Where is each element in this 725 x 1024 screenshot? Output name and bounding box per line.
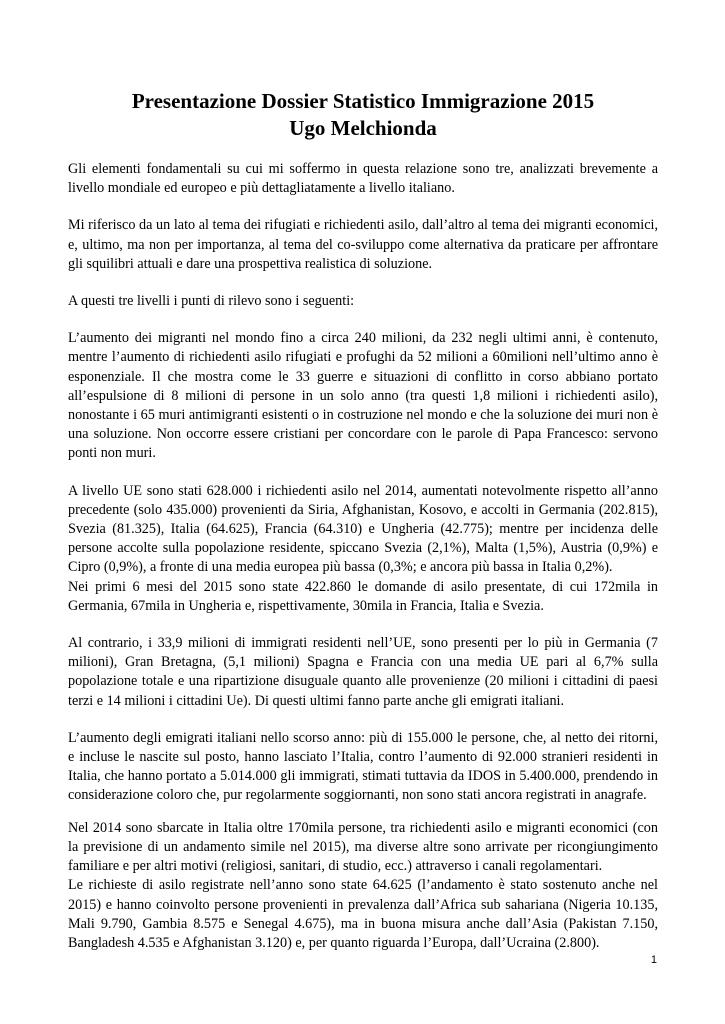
document-title bbox=[68, 88, 658, 142]
title-line-2: Ugo Melchionda bbox=[289, 116, 437, 140]
paragraph-2015-asylum: Nei primi 6 mesi del 2015 sono state 422.860 le domande di asilo presentate, di cui 172mila in Germania, 67mila in Ungheria e, rispettivamente, 30mila in Francia, Italia e Svezia. bbox=[68, 578, 658, 614]
paragraph-levels: A questi tre livelli i punti di rilevo sono i seguenti: bbox=[68, 293, 355, 310]
paragraph-2014-arrivals: Nel 2014 sono sbarcate in Italia oltre 170mila persone, tra richiedenti asilo e migranti economici (con la previsione di un andamento simile nel 2015), ma diverse altre sono arrivate per ricongiungimento familiare e per altri motivi (religiosi, sanitari, di studio, ecc.) attraverso i canali regolamentari. bbox=[68, 819, 658, 875]
paragraph-eu-residents: Al contrario, i 33,9 milioni di immigrati residenti nell’UE, sono presenti per lo più in Germania (7 milioni), Gran Bretagna, (5,1 milioni) Spagna e Francia con una media UE pari al 6,7% sulla popolazione totale e una ripartizione disuguale quanto alle provenienze (20 milioni i cittadini di paesi terzi e 14 milioni i cittadini Ue). Di questi ultimi fanno parte anche gli emigrati italiani. bbox=[68, 635, 658, 709]
paragraph-eu-asylum: A livello UE sono stati 628.000 i richiedenti asilo nel 2014, aumentati notevolmente rispetto all’anno precedente (solo 435.000) provenienti da Siria, Afghanistan, Kosovo, e accolti in Germania (202.815), Svezia (81.325), Italia (64.625), Francia (64.310) e Ungheria (42.775); mentre per incidenza delle persone accolte sulla popolazione residente, spiccano Svezia (2,1%), Malta (1,5%), Austria (0,9%) e Cipro (0,9%), a fronte di una media europea più bassa (0,3%; e ancora più bassa in Italia 0,2%). bbox=[68, 482, 658, 576]
page-number: 1 bbox=[650, 954, 657, 966]
paragraph-italian-emigrants: L’aumento degli emigrati italiani nello scorso anno: più di 155.000 le persone, che, al netto dei ritorni, e incluse le nascite sul posto, hanno lasciato l’Italia, contro l’aumento di 92.000 stranieri residenti in Italia, che hanno portato a 5.014.000 gli immigrati, stimati tuttavia da IDOS in 5.400.000, prendendo in considerazione coloro che, pur regolarmente soggiornanti, non sono stati ancora registrati in anagrafe. bbox=[68, 729, 658, 804]
paragraph-world-migrants: L’aumento dei migranti nel mondo fino a circa 240 milioni, da 232 negli ultimi anni, è contenuto, mentre l’aumento di richiedenti asilo rifugiati e profughi da 52 milioni a 60milioni nell’ultimo anno è esponenziale. Il che mostra come le 33 guerre e situazioni di conflitto in corso abbiano portato all’espulsione di 8 milioni di persone in un solo anno (tra questi 1,8 milioni i richiedenti asilo), nonostante i 65 muri antimigranti esistenti o in costruzione nel mondo e che la soluzione dei muri non è una soluzione. Non occorre essere cristiani per concordare con le parole di Papa Francesco: servono ponti non muri. bbox=[68, 330, 658, 462]
title-line-1: Presentazione Dossier Statistico Immigrazione 2015 bbox=[131, 89, 595, 113]
paragraph-asylum-requests: Le richieste di asilo registrate nell’anno sono state 64.625 (l’andamento è stato sostenuto anche nel 2015) e hanno coinvolto persone provenienti in prevalenza dall’Africa sub sahariana (Nigeria 10.135, Mali 9.790, Gambia 8.575 e Senegal 4.675), ma in buona misura anche dall’Asia (Pakistan 7.150, Bangladesh 4.535 e Afghanistan 3.120) e, per quanto riguarda l’Europa, dall’Ucraina (2.800). bbox=[68, 877, 658, 951]
paragraph-intro: Gli elementi fondamentali su cui mi soffermo in questa relazione sono tre, analizzati brevemente a livello mondiale ed europeo e più dettagliatamente a livello italiano. bbox=[68, 161, 658, 197]
paragraph-topics: Mi riferisco da un lato al tema dei rifugiati e richiedenti asilo, dall’altro al tema dei migranti economici, e, ultimo, ma non per importanza, al tema del co-sviluppo come alternativa da praticare per affrontare gli squilibri attuali e dare una prospettiva realistica di soluzione. bbox=[68, 217, 658, 272]
